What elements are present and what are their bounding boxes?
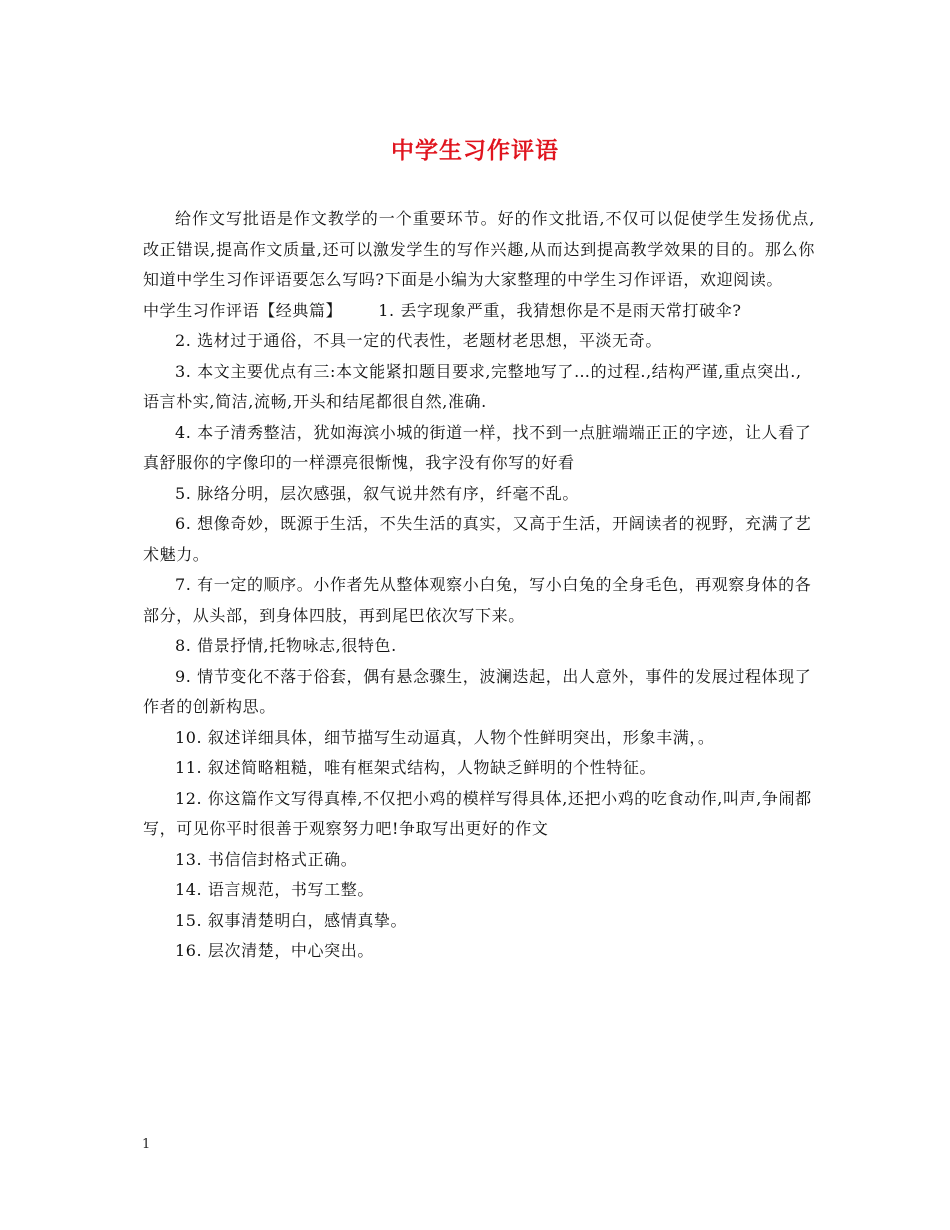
list-item: 2. 选材过于通俗，不具一定的代表性，老题材老思想，平淡无奇。 bbox=[175, 331, 662, 350]
list-item: 6. 想像奇妙，既源于生活，不失生活的真实，又高于生活，开阔读者的视野，充满了艺术魅力。 bbox=[143, 514, 812, 564]
list-item: 4. 本子清秀整洁，犹如海滨小城的街道一样，找不到一点脏端端正正的字迹，让人看了真舒服你的字像印的一样漂亮很惭愧，我字没有你写的好看 bbox=[143, 422, 812, 472]
list-item: 1. 丢字现象严重，我猜想你是不是雨天常打破伞? bbox=[378, 300, 742, 320]
list-item: 10. 叙述详细具体，细节描写生动逼真，人物个性鲜明突出，形象丰满，。 bbox=[175, 727, 715, 747]
page-title: 中学生习作评语 bbox=[391, 137, 559, 164]
list-item: 3. 本文主要优点有三:本文能紧扣题目要求,完整地写了…的过程.,结构严谨,重点突出.,语言朴实,简洁,流畅,开头和结尾都很自然,准确. bbox=[143, 361, 802, 411]
section-heading: 中学生习作评语【经典篇】 bbox=[143, 300, 343, 320]
list-item: 16. 层次清楚，中心突出。 bbox=[175, 941, 374, 960]
page-number: 1 bbox=[142, 1137, 151, 1152]
list-item: 9. 情节变化不落于俗套，偶有悬念骤生，波澜迭起，出人意外，事件的发展过程体现了作者的创新构思。 bbox=[143, 666, 812, 716]
document-body bbox=[143, 204, 815, 967]
list-item: 15. 叙事清楚明白，感情真挚。 bbox=[175, 910, 408, 930]
list-item: 8. 借景抒情,托物咏志,很特色. bbox=[175, 636, 397, 655]
list-item: 11. 叙述简略粗糙，唯有框架式结构，人物缺乏鲜明的个性特征。 bbox=[175, 758, 657, 777]
intro-paragraph: 给作文写批语是作文教学的一个重要环节。好的作文批语,不仅可以促使学生发扬优点,改正错误,提高作文质量,还可以激发学生的写作兴趣,从而达到提高教学效果的目的。那么你知道中学生习作评语要怎么写吗?下面是小编为大家整理的中学生习作评语，欢迎阅读。 bbox=[143, 209, 815, 289]
list-item: 7. 有一定的顺序。小作者先从整体观察小白兔，写小白兔的全身毛色，再观察身体的各部分，从头部，到身体四肢，再到尾巴依次写下来。 bbox=[143, 575, 812, 625]
list-item: 12. 你这篇作文写得真棒,不仅把小鸡的模样写得具体,还把小鸡的吃食动作,叫声,争闹都写，可见你平时很善于观察努力吧!争取写出更好的作文 bbox=[143, 788, 812, 838]
list-item: 14. 语言规范，书写工整。 bbox=[175, 880, 374, 899]
list-item: 13. 书信信封格式正确。 bbox=[175, 849, 358, 869]
list-item: 5. 脉络分明，层次感强，叙气说井然有序，纤毫不乱。 bbox=[175, 483, 579, 503]
section-heading-line bbox=[143, 296, 815, 327]
